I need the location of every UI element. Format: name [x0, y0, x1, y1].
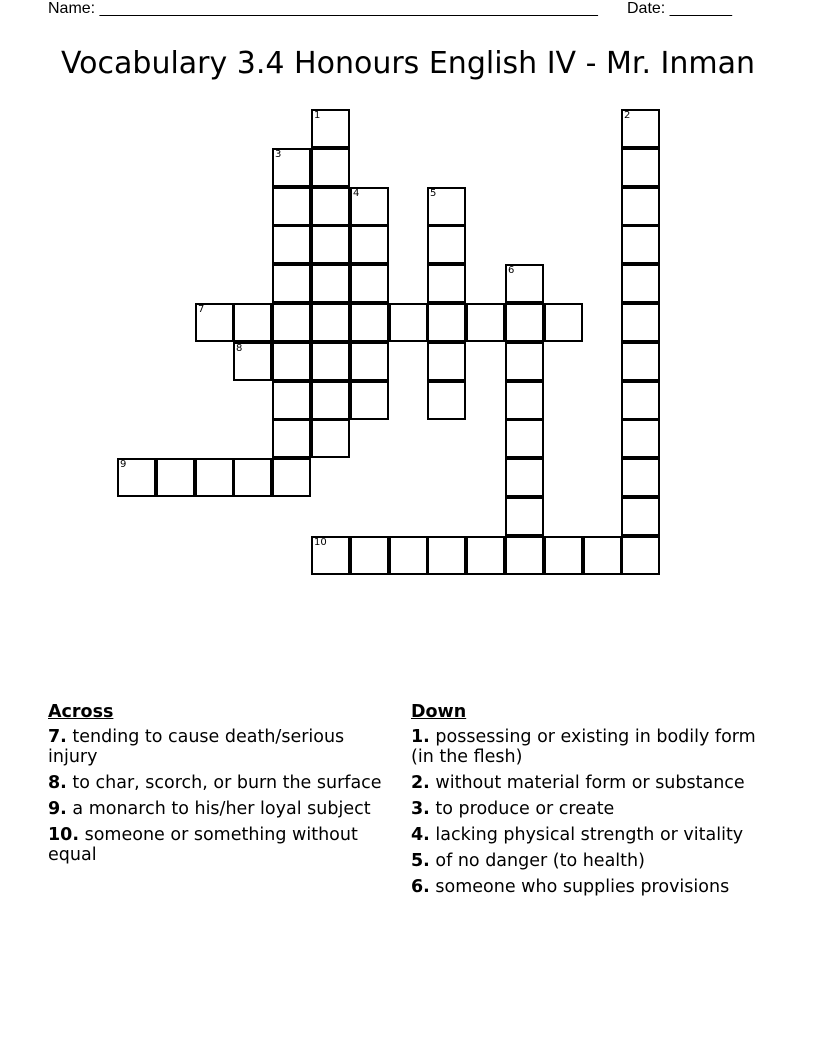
grid-cell[interactable] [621, 187, 660, 226]
clue-number-label: 10 [314, 537, 327, 548]
grid-cell[interactable] [621, 381, 660, 420]
clue-text: of no danger (to health) [435, 851, 645, 871]
grid-cell[interactable] [621, 109, 660, 148]
name-field-label: Name: ________________________________________________________ [48, 0, 598, 17]
clue-number: 1. [411, 727, 430, 747]
grid-cell[interactable] [583, 536, 622, 575]
grid-cell[interactable] [544, 303, 583, 342]
across-clues [48, 702, 388, 871]
grid-cell[interactable] [311, 264, 350, 303]
grid-cell[interactable] [311, 536, 350, 575]
grid-cell[interactable] [350, 342, 389, 381]
grid-cell[interactable] [311, 225, 350, 264]
grid-cell[interactable] [311, 109, 350, 148]
grid-cell[interactable] [505, 458, 544, 497]
grid-cell[interactable] [311, 187, 350, 226]
grid-cell[interactable] [466, 303, 505, 342]
grid-cell[interactable] [117, 458, 156, 497]
grid-cell[interactable] [621, 148, 660, 187]
grid-cell[interactable] [272, 458, 311, 497]
grid-cell[interactable] [621, 264, 660, 303]
page-title: Vocabulary 3.4 Honours English IV - Mr. Inman [60, 46, 755, 81]
clue-down-4 [411, 825, 771, 845]
grid-cell[interactable] [311, 381, 350, 420]
date-field-label: Date: _______ [627, 0, 732, 17]
down-clues [411, 702, 771, 903]
grid-cell[interactable] [389, 536, 428, 575]
grid-cell[interactable] [505, 497, 544, 536]
grid-cell[interactable] [311, 342, 350, 381]
clue-across-8 [48, 773, 388, 793]
grid-cell[interactable] [272, 381, 311, 420]
clue-number: 7. [48, 727, 67, 747]
grid-cell[interactable] [621, 225, 660, 264]
grid-cell[interactable] [272, 225, 311, 264]
clue-text: without material form or substance [435, 773, 745, 793]
clue-text: someone or something without equal [48, 825, 358, 865]
grid-cell[interactable] [350, 536, 389, 575]
clue-down-6 [411, 877, 771, 897]
clue-down-2 [411, 773, 771, 793]
grid-cell[interactable] [350, 381, 389, 420]
grid-cell[interactable] [311, 419, 350, 458]
grid-cell[interactable] [272, 264, 311, 303]
clue-text: to char, scorch, or burn the surface [72, 773, 382, 793]
grid-cell[interactable] [233, 303, 272, 342]
grid-cell[interactable] [427, 225, 466, 264]
grid-cell[interactable] [272, 419, 311, 458]
grid-cell[interactable] [350, 264, 389, 303]
grid-cell[interactable] [505, 381, 544, 420]
grid-cell[interactable] [195, 303, 234, 342]
clue-number-label: 8 [236, 343, 243, 354]
grid-cell[interactable] [505, 342, 544, 381]
clue-number-label: 6 [508, 265, 515, 276]
clue-number-label: 9 [120, 459, 127, 470]
clue-down-5 [411, 851, 771, 871]
grid-cell[interactable] [427, 536, 466, 575]
clue-number-label: 3 [275, 149, 282, 160]
grid-cell[interactable] [427, 303, 466, 342]
clue-across-7 [48, 727, 388, 767]
grid-cell[interactable] [621, 419, 660, 458]
clue-number-label: 1 [314, 110, 321, 121]
grid-cell[interactable] [466, 536, 505, 575]
grid-cell[interactable] [505, 536, 544, 575]
clue-down-3 [411, 799, 771, 819]
grid-cell[interactable] [195, 458, 234, 497]
grid-cell[interactable] [427, 342, 466, 381]
clue-number: 4. [411, 825, 430, 845]
grid-cell[interactable] [505, 303, 544, 342]
grid-cell[interactable] [389, 303, 428, 342]
clue-number: 6. [411, 877, 430, 897]
clue-text: to produce or create [435, 799, 615, 819]
grid-cell[interactable] [621, 303, 660, 342]
grid-cell[interactable] [350, 187, 389, 226]
clue-number: 5. [411, 851, 430, 871]
grid-cell[interactable] [427, 264, 466, 303]
clue-number-label: 2 [624, 110, 631, 121]
clue-number: 2. [411, 773, 430, 793]
grid-cell[interactable] [621, 342, 660, 381]
grid-cell[interactable] [233, 342, 272, 381]
grid-cell[interactable] [621, 458, 660, 497]
grid-cell[interactable] [272, 303, 311, 342]
grid-cell[interactable] [621, 497, 660, 536]
grid-cell[interactable] [272, 187, 311, 226]
grid-cell[interactable] [544, 536, 583, 575]
grid-cell[interactable] [621, 536, 660, 575]
clue-text: a monarch to his/her loyal subject [72, 799, 371, 819]
clue-text: possessing or existing in bodily form (in the flesh) [411, 727, 756, 767]
grid-cell[interactable] [505, 264, 544, 303]
clue-number: 10. [48, 825, 80, 845]
grid-cell[interactable] [505, 419, 544, 458]
grid-cell[interactable] [156, 458, 195, 497]
grid-cell[interactable] [350, 225, 389, 264]
grid-cell[interactable] [233, 458, 272, 497]
grid-cell[interactable] [427, 187, 466, 226]
clue-number-label: 7 [198, 304, 205, 315]
clue-number-label: 4 [353, 188, 360, 199]
clue-number: 9. [48, 799, 67, 819]
grid-cell[interactable] [272, 342, 311, 381]
clue-across-10 [48, 825, 388, 865]
grid-cell[interactable] [311, 303, 350, 342]
across-heading: Across [48, 702, 114, 722]
clue-text: lacking physical strength or vitality [435, 825, 744, 845]
clue-down-1 [411, 727, 771, 767]
down-heading: Down [411, 702, 467, 722]
clue-text: someone who supplies provisions [435, 877, 730, 897]
grid-cell[interactable] [350, 303, 389, 342]
grid-cell[interactable] [427, 381, 466, 420]
grid-cell[interactable] [272, 148, 311, 187]
grid-cell[interactable] [311, 148, 350, 187]
clue-number: 8. [48, 773, 67, 793]
clue-across-9 [48, 799, 388, 819]
clue-number-label: 5 [430, 188, 437, 199]
clue-text: tending to cause death/serious injury [48, 727, 345, 767]
clue-number: 3. [411, 799, 430, 819]
